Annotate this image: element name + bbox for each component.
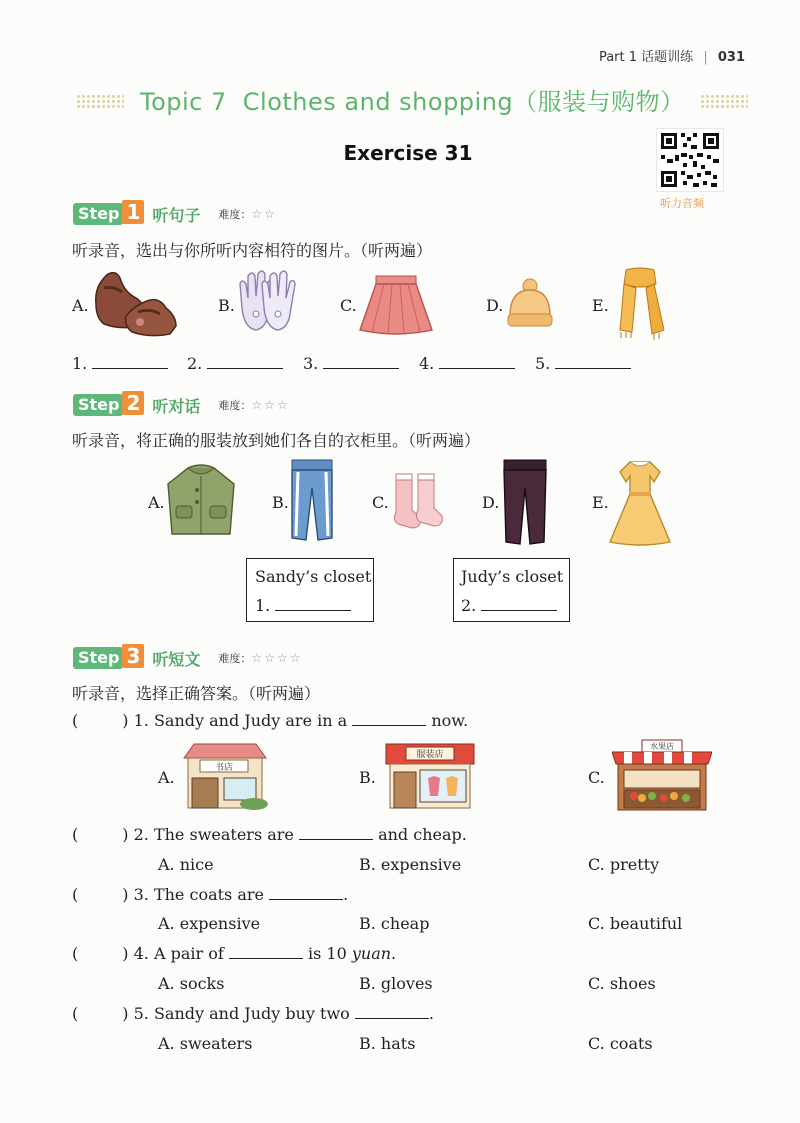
answer-blank-3[interactable]: 3.: [303, 354, 399, 373]
closet-answer[interactable]: 1.: [255, 596, 351, 615]
question-1: [72, 711, 468, 730]
step-number: 1: [122, 200, 144, 224]
exercise-title: Exercise 31: [343, 141, 473, 165]
judy-closet-box: [453, 558, 570, 622]
answer-blank-2[interactable]: 2.: [187, 354, 283, 373]
answer-paren[interactable]: ( ): [72, 711, 129, 730]
question-4: ( ) 4. A pair of is 10 yuan.: [72, 944, 397, 963]
decor-dots-left: [76, 94, 124, 108]
clothes-shop-icon[interactable]: [384, 742, 476, 814]
answer-blank-4[interactable]: 4.: [419, 354, 515, 373]
step-title: 听对话: [152, 396, 201, 416]
step-1-header: [73, 202, 277, 226]
step-number: 3: [122, 644, 144, 668]
step-2-instruction: 听录音，将正确的服装放到她们各自的衣柜里。（听两遍）: [72, 431, 481, 450]
scarf-icon[interactable]: [610, 266, 670, 344]
answer-blank-5[interactable]: 5.: [535, 354, 631, 373]
option-a[interactable]: A. socks: [158, 974, 225, 993]
step-3-header: [73, 646, 302, 670]
bookstore-icon[interactable]: [182, 742, 268, 814]
difficulty-stars: ☆☆☆☆: [251, 651, 303, 665]
currency-word: yuan: [351, 944, 392, 963]
option-a[interactable]: A. nice: [158, 855, 214, 874]
question-text: 5. Sandy and Judy buy two: [133, 1004, 350, 1023]
option-a[interactable]: A. expensive: [158, 914, 261, 933]
answer-paren[interactable]: ( ): [72, 825, 129, 844]
answer-paren[interactable]: ( ): [72, 944, 129, 963]
question-text: 1. Sandy and Judy are in a: [133, 711, 348, 730]
option-c[interactable]: C. shoes: [588, 974, 656, 993]
option-label: C.: [588, 768, 605, 787]
option-b[interactable]: B. gloves: [359, 974, 433, 993]
difficulty-label: 难度：: [218, 652, 252, 665]
option-b[interactable]: B. hats: [359, 1034, 416, 1053]
jeans-icon[interactable]: [288, 458, 336, 548]
step-number: 2: [122, 391, 144, 415]
jacket-icon[interactable]: [164, 462, 238, 544]
difficulty-stars: ☆☆☆: [251, 398, 290, 412]
question-text-end: now.: [431, 711, 469, 730]
difficulty-stars: ☆☆: [251, 207, 277, 221]
trousers-icon[interactable]: [500, 458, 550, 550]
question-blank[interactable]: [269, 885, 343, 900]
option-label: D.: [482, 493, 500, 512]
question-2: [72, 825, 467, 844]
question-5: [72, 1004, 434, 1023]
option-label: B.: [359, 768, 376, 787]
shoes-icon[interactable]: [90, 264, 182, 344]
question-blank[interactable]: [299, 825, 373, 840]
svg-text:书店: 书店: [214, 763, 234, 773]
question-text: 4. A pair of: [133, 944, 224, 963]
question-blank[interactable]: [352, 711, 426, 726]
option-label: C.: [340, 296, 357, 315]
step-title: 听短文: [152, 649, 201, 669]
question-text: 3. The coats are: [133, 885, 264, 904]
dress-icon[interactable]: [608, 458, 672, 552]
question-3: [72, 885, 348, 904]
question-text-end: .: [428, 1004, 434, 1023]
step-badge: Step: [73, 203, 123, 225]
question-text-end: is 10: [307, 944, 347, 963]
question-text: 2. The sweaters are: [133, 825, 294, 844]
decor-dots-right: [700, 94, 748, 108]
socks-icon[interactable]: [390, 472, 444, 536]
option-label: E.: [592, 296, 609, 315]
header-separator: |: [703, 50, 708, 65]
option-a[interactable]: A. sweaters: [158, 1034, 253, 1053]
topic-label: Topic 7: [140, 88, 227, 116]
hat-icon[interactable]: [504, 278, 556, 334]
option-label: B.: [272, 493, 289, 512]
option-b[interactable]: B. cheap: [359, 914, 430, 933]
sandy-closet-box: [246, 558, 374, 622]
step-badge: Step: [73, 394, 123, 416]
svg-text:水果店: 水果店: [650, 742, 674, 751]
question-text-end: and cheap.: [378, 825, 467, 844]
option-label: D.: [486, 296, 504, 315]
question-text-end: .: [343, 885, 349, 904]
option-label: A.: [148, 493, 165, 512]
step-badge: Step: [73, 647, 123, 669]
option-label: E.: [592, 493, 609, 512]
svg-text:服装店: 服装店: [416, 750, 444, 760]
closet-answer[interactable]: 2.: [461, 596, 557, 615]
step-title: 听句子: [152, 205, 201, 225]
closet-name: Sandy’s closet: [255, 567, 372, 586]
page-header: [599, 46, 745, 65]
option-label: C.: [372, 493, 389, 512]
answer-blank-1[interactable]: 1.: [72, 354, 168, 373]
answer-paren[interactable]: ( ): [72, 885, 129, 904]
option-c[interactable]: C. beautiful: [588, 914, 683, 933]
option-c[interactable]: C. coats: [588, 1034, 653, 1053]
difficulty: [218, 650, 302, 666]
question-blank[interactable]: [229, 944, 303, 959]
question-blank[interactable]: [355, 1004, 429, 1019]
qr-code-icon[interactable]: [656, 128, 724, 192]
difficulty: [218, 397, 289, 413]
difficulty-label: 难度：: [218, 208, 252, 221]
option-c[interactable]: C. pretty: [588, 855, 660, 874]
closet-name: Judy’s closet: [461, 567, 564, 586]
part-label: Part 1: [598, 50, 638, 65]
step-2-header: [73, 393, 290, 417]
option-b[interactable]: B. expensive: [359, 855, 462, 874]
answer-paren[interactable]: ( ): [72, 1004, 129, 1023]
fruit-shop-icon[interactable]: [612, 738, 712, 816]
option-label: B.: [218, 296, 235, 315]
topic-name: Clothes and shopping（服装与购物）: [242, 88, 685, 116]
step-1-instruction: 听录音，选出与你所听内容相符的图片。（听两遍）: [72, 241, 433, 260]
section-label: 话题训练: [641, 50, 694, 65]
difficulty-label: 难度：: [218, 399, 252, 412]
topic-title: [140, 82, 701, 117]
page-number: 031: [717, 50, 745, 65]
step-3-instruction: 听录音，选择正确答案。（听两遍）: [72, 684, 321, 703]
difficulty: [218, 206, 277, 222]
qr-label: 听力音频: [660, 197, 704, 210]
gloves-icon[interactable]: [236, 268, 300, 340]
option-label: A.: [72, 296, 89, 315]
option-label: A.: [158, 768, 175, 787]
skirt-icon[interactable]: [358, 274, 434, 342]
